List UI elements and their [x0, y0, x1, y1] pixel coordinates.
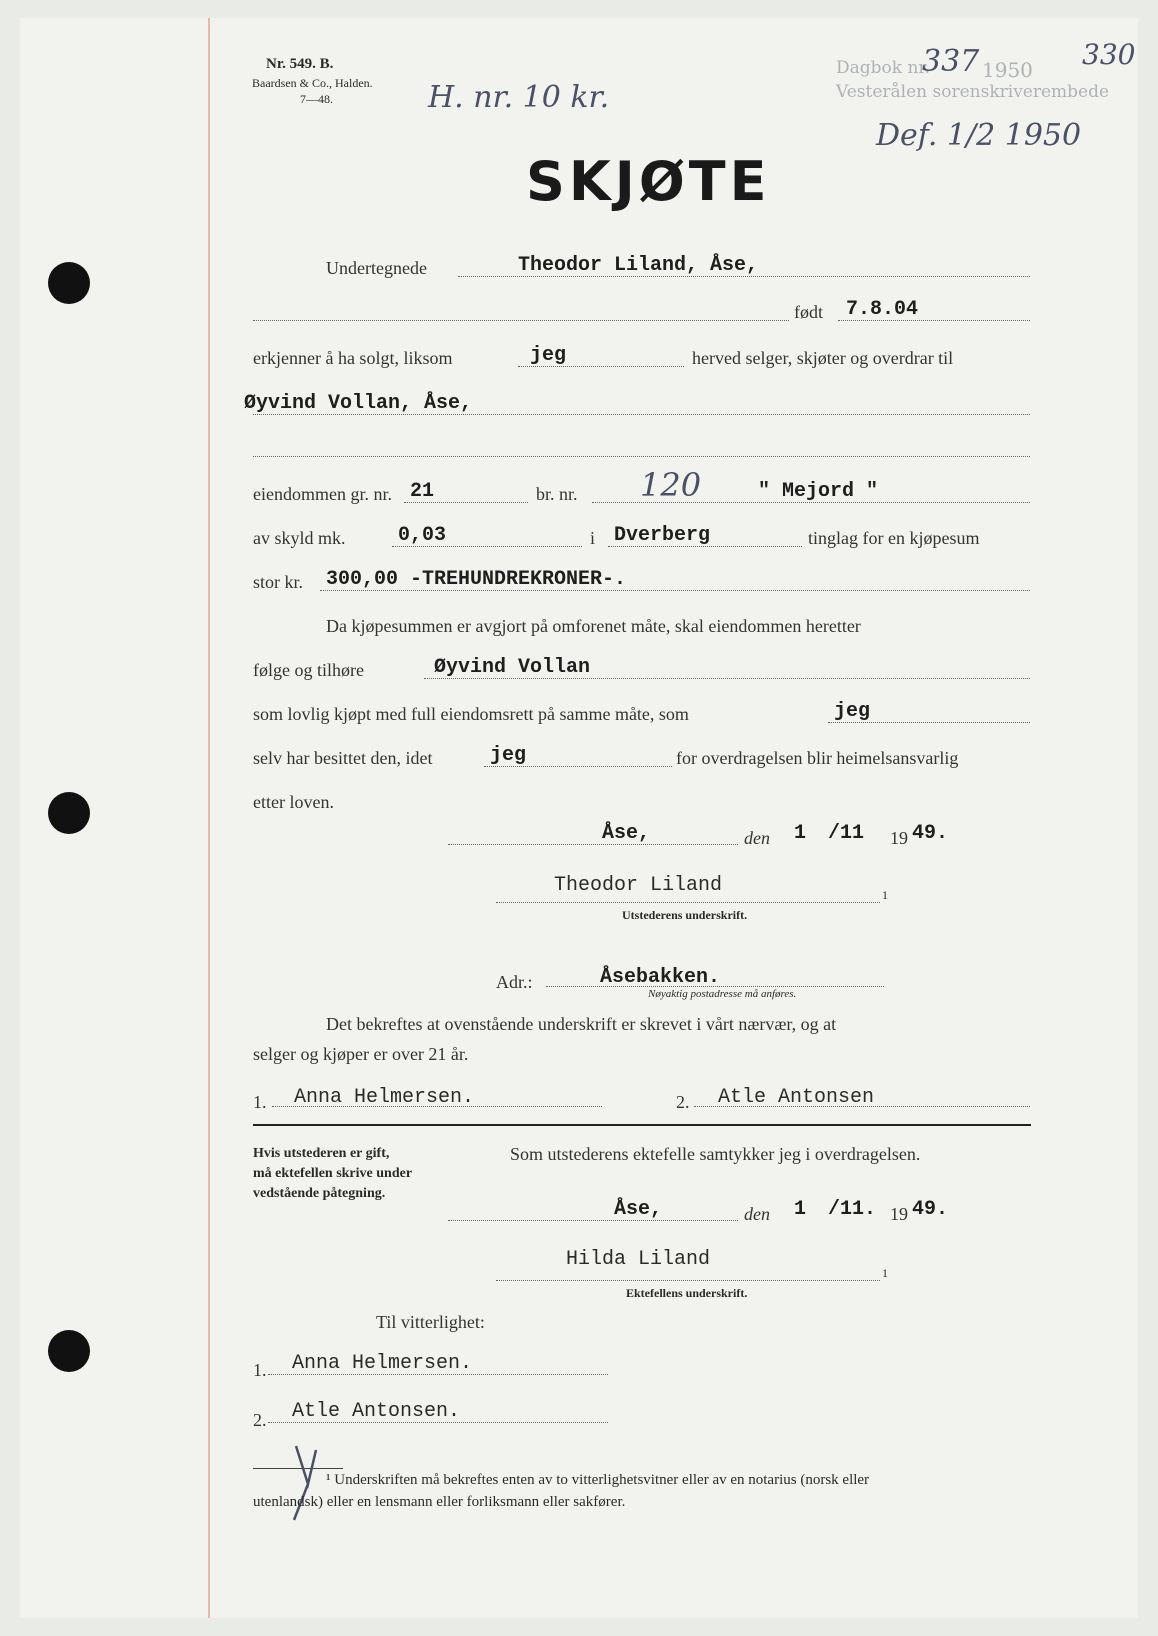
spouse-year-suffix: 49. — [912, 1198, 949, 1221]
witness-signature-1: Anna Helmersen. — [294, 1086, 475, 1109]
spouse-den-label: den — [744, 1204, 770, 1224]
body-line-3: som lovlig kjøpt med full eiendomsrett på samme måte, som — [253, 704, 689, 724]
year-prefix: 19 — [890, 828, 908, 848]
spouse-signature-place: Åse, — [614, 1198, 663, 1221]
body-line-2: følge og tilhøre — [253, 660, 364, 680]
stamp-number: 337 — [922, 44, 980, 79]
body-pronoun-2: jeg — [490, 744, 527, 767]
spouse-note-2: må ektefellen skrive under — [253, 1166, 413, 1181]
punch-hole — [48, 1330, 90, 1372]
footnote-mark: 1 — [882, 888, 888, 902]
sale-text-2: herved selger, skjøter og overdrar til — [692, 348, 954, 368]
signature-month: /11 — [828, 822, 865, 845]
spouse-consent: Som utstederens ektefelle samtykker jeg i overdragelsen. — [510, 1144, 921, 1164]
property-name: " Mejord " — [758, 480, 879, 503]
born-label: født — [794, 302, 823, 322]
witness-number-1: 1. — [253, 1092, 267, 1112]
footnote-line-1: ¹ Underskriften må bekreftes enten av to vitterlighetsvitner eller av en notarius (norsk eller — [326, 1472, 870, 1488]
punch-hole — [48, 792, 90, 834]
sale-text: erkjenner å ha solgt, liksom — [253, 348, 453, 368]
buyer-name: Øyvind Vollan, Åse, — [244, 392, 473, 415]
born-date: 7.8.04 — [846, 298, 919, 321]
witness-num-2: 2. — [253, 1410, 267, 1430]
body-line-4-end: for overdragelsen blir heimelsansvarlig — [676, 748, 959, 768]
skyld-value: 0,03 — [398, 524, 447, 547]
signature-caption: Utstederens underskrift. — [622, 908, 748, 922]
witness-label: Til vitterlighet: — [376, 1312, 485, 1332]
spouse-note-3: vedstående påtegning. — [253, 1186, 386, 1201]
witness-num-1: 1. — [253, 1360, 267, 1380]
purchase-amount: 300,00 -TREHUNDREKRONER-. — [326, 568, 627, 591]
spouse-signature-caption: Ektefellens underskrift. — [626, 1286, 748, 1300]
section-divider — [253, 1124, 1031, 1126]
fill-line — [448, 844, 738, 845]
printer-name: Baardsen & Co., Halden. — [252, 76, 373, 90]
signature-day: 1 — [794, 822, 807, 845]
signature-line — [496, 1280, 880, 1281]
spouse-day: 1 — [794, 1198, 807, 1221]
bnr-label: br. nr. — [536, 484, 578, 504]
year-suffix: 49. — [912, 822, 949, 845]
new-owner-name: Øyvind Vollan — [434, 656, 591, 679]
footnote-mark: 1 — [882, 1266, 888, 1280]
stamp-office: Vesterålen sorenskriverembede — [836, 82, 1110, 102]
address-caption: Nøyaktig postadresse må anføres. — [648, 988, 797, 1000]
margin-line — [208, 18, 210, 1618]
spouse-year-prefix: 19 — [890, 1204, 908, 1224]
bnr-value: 120 — [640, 466, 702, 504]
witness-name-2: Atle Antonsen. — [292, 1400, 461, 1423]
confirmation-line-1: Det bekreftes at ovenstående underskrift er skrevet i vårt nærvær, og at — [326, 1014, 837, 1034]
printer-date: 7—48. — [300, 92, 333, 106]
form-number: Nr. 549. B. — [266, 56, 334, 72]
address-label: Adr.: — [496, 972, 533, 992]
fill-line — [253, 456, 1030, 457]
fill-line — [448, 1220, 738, 1221]
i-label: i — [590, 528, 596, 548]
signature-line — [496, 902, 880, 903]
seller-signature: Theodor Liland — [554, 874, 723, 897]
witness-number-2: 2. — [676, 1092, 690, 1112]
fill-line — [253, 320, 789, 321]
gnr-value: 21 — [410, 480, 435, 503]
address-value: Åsebakken. — [600, 966, 721, 989]
skyld-label: av skyld mk. — [253, 528, 346, 548]
spouse-month: /11. — [828, 1198, 877, 1221]
footnote-line-2: utenlandsk) eller en lensmann eller forliksmann eller sakfører. — [253, 1494, 626, 1510]
signature-place: Åse, — [602, 822, 651, 845]
witness-name-1: Anna Helmersen. — [292, 1352, 473, 1375]
seller-label: Undertegnede — [326, 258, 427, 278]
body-line-1: Da kjøpesummen er avgjort på omforenet måte, skal eiendommen heretter — [326, 616, 861, 636]
stamp-registration-date: Def. 1/2 1950 — [876, 118, 1082, 153]
punch-hole — [48, 262, 90, 304]
tinglag-text: tinglag for en kjøpesum — [808, 528, 980, 548]
witness-signature-2: Atle Antonsen — [718, 1086, 875, 1109]
handwritten-mark-icon — [286, 1436, 326, 1526]
body-pronoun-1: jeg — [834, 700, 871, 723]
amount-label: stor kr. — [253, 572, 304, 592]
sale-pronoun: jeg — [530, 344, 567, 367]
spouse-note-1: Hvis utstederen er gift, — [253, 1146, 390, 1161]
body-line-4: selv har besittet den, idet — [253, 748, 433, 768]
seller-name: Theodor Liland, Åse, — [518, 254, 759, 277]
stamp-year: 1950 — [982, 58, 1033, 82]
page-number: 330 — [1082, 38, 1136, 71]
confirmation-line-2: selger og kjøper er over 21 år. — [253, 1044, 469, 1064]
document-title: SKJØTE — [526, 150, 771, 213]
gnr-label: eiendommen gr. nr. — [253, 484, 392, 504]
handwritten-fee-note: H. nr. 10 kr. — [428, 80, 610, 115]
body-line-5: etter loven. — [253, 792, 334, 812]
tinglag-name: Dverberg — [614, 524, 711, 547]
stamp-dagbok-label: Dagbok nr. — [836, 58, 931, 78]
date-den-label: den — [744, 828, 770, 848]
spouse-signature: Hilda Liland — [566, 1248, 711, 1271]
